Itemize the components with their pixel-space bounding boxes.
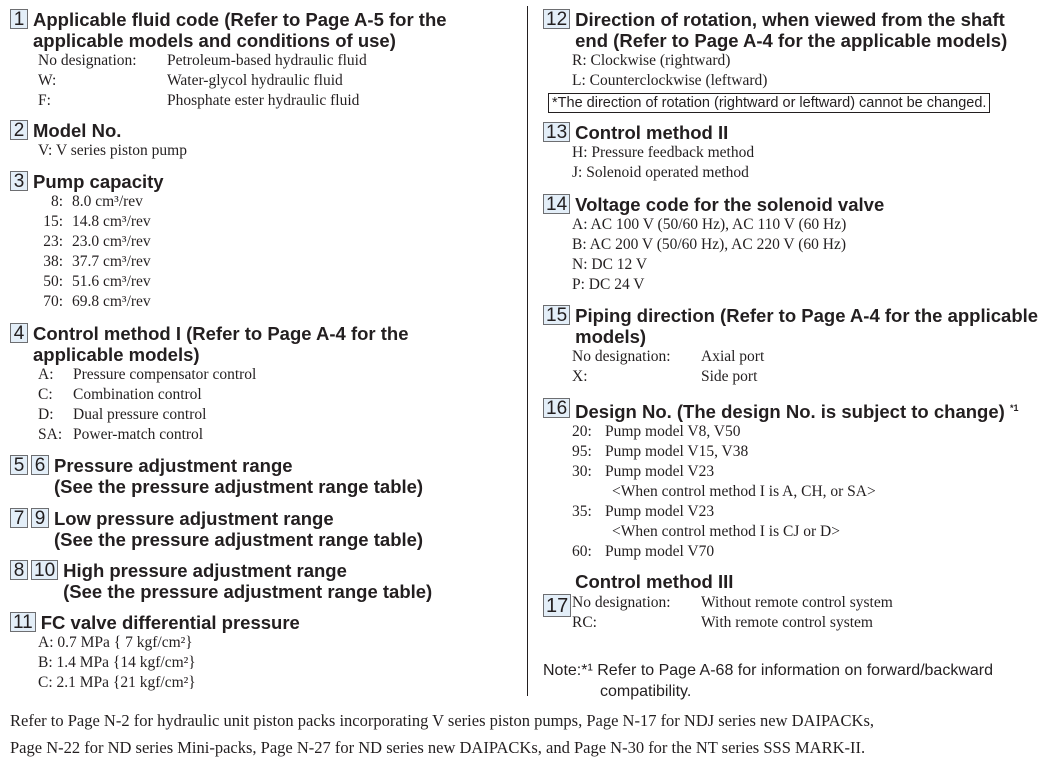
option-row: [38, 141, 187, 161]
section-11: [10, 612, 300, 693]
option-row: [572, 347, 1038, 367]
section-options: [10, 365, 409, 445]
section-heading: [543, 194, 884, 215]
option-description: <When control method I is CJ or D>: [612, 523, 840, 541]
code-number-box: 14: [543, 194, 570, 214]
option-row: [572, 613, 893, 633]
option-code: 50:: [43, 273, 63, 290]
section-heading: [543, 398, 1018, 422]
code-number-box: 11: [10, 612, 36, 632]
option-row: [38, 91, 447, 111]
section-heading: [10, 455, 423, 497]
column-divider: [527, 6, 528, 696]
footer-line: Refer to Page N-2 for hydraulic unit piston packs incorporating V series piston pumps, Page N-17 for NDJ series new DAIPACKs,: [10, 711, 874, 730]
code-number-boxes: [10, 120, 28, 140]
code-number-boxes: [543, 305, 570, 325]
section-15: [543, 305, 1038, 387]
code-number-boxes: [10, 455, 49, 475]
section-options: [10, 141, 187, 161]
option-row: [572, 482, 1018, 502]
title-line: Piping direction (Refer to Page A-4 for the applicable: [575, 305, 1039, 326]
code-number-box: 5: [10, 455, 28, 475]
code-number-boxes: [10, 323, 28, 343]
option-code: 20:: [572, 423, 592, 441]
option-description: 8.0 cm³/rev: [72, 193, 143, 210]
title-line: Applicable fluid code (Refer to Page A-5 for the: [33, 9, 447, 30]
option-row: [572, 255, 884, 275]
title-line: applicable models and conditions of use): [33, 30, 396, 51]
option-code: 23:: [43, 233, 63, 250]
option-row: [572, 542, 1018, 562]
title-line: models): [575, 326, 647, 347]
option-code: 15:: [43, 213, 63, 230]
option-row: [38, 405, 409, 425]
section-options: [10, 633, 300, 693]
section-heading: [10, 9, 447, 51]
option-code: 95:: [572, 443, 592, 461]
title-line: (See the pressure adjustment range table): [54, 529, 424, 550]
title-line: Direction of rotation, when viewed from the shaft: [575, 9, 1005, 30]
code-number-box: 9: [31, 508, 49, 528]
code-number-boxes: [543, 398, 570, 418]
option-row: [38, 673, 300, 693]
option-row: [38, 425, 409, 445]
title-line: Pump capacity: [33, 171, 164, 192]
section-options: [10, 51, 447, 111]
option-code: 38:: [43, 253, 63, 270]
section-title: [575, 571, 733, 592]
section-heading: [543, 305, 1038, 347]
option-code: 30:: [572, 463, 592, 481]
option-description: 51.6 cm³/rev: [72, 273, 151, 290]
option-row: [572, 593, 893, 613]
code-number-boxes: [10, 560, 58, 580]
code-number-box: 1: [10, 9, 28, 29]
title-line: (See the pressure adjustment range table): [54, 476, 424, 497]
title-line: applicable models): [33, 344, 200, 365]
option-row: [38, 51, 447, 71]
option-row: [572, 215, 884, 235]
section-options: [543, 593, 893, 633]
footnote-marker: *1: [1009, 403, 1019, 413]
code-number-boxes: [10, 508, 49, 528]
code-number-boxes: [10, 171, 28, 191]
title-line: High pressure adjustment range: [63, 560, 347, 581]
note-continuation: compatibility.: [600, 683, 692, 700]
option-row: [38, 653, 300, 673]
code-number-box: 6: [31, 455, 49, 475]
option-description: Water-glycol hydraulic fluid: [167, 72, 343, 89]
section-17: [543, 571, 893, 633]
section-title: [575, 398, 1018, 422]
title-line-wrap: [575, 398, 1018, 422]
option-code: 60:: [572, 543, 592, 561]
section-heading: [543, 122, 754, 143]
option-description: 23.0 cm³/rev: [72, 233, 151, 250]
option-code: W:: [38, 72, 57, 89]
section-4: [10, 323, 409, 445]
option-description: N: DC 12 V: [572, 256, 648, 273]
section-810: [10, 560, 432, 602]
option-row: [38, 272, 164, 292]
section-1: [10, 9, 447, 111]
code-number-box: 7: [10, 508, 28, 528]
option-code: D:: [38, 406, 54, 423]
section-16: [543, 398, 1018, 562]
option-description: 37.7 cm³/rev: [72, 253, 151, 270]
option-description: V: V series piston pump: [38, 142, 187, 159]
option-code: C:: [38, 386, 53, 403]
option-code: No designation:: [572, 594, 671, 611]
section-options: [543, 143, 754, 183]
section-79: [10, 508, 423, 550]
section-heading: [10, 120, 187, 141]
footnote: [543, 660, 993, 702]
option-description: R: Clockwise (rightward): [572, 52, 731, 69]
option-description: Pump model V23: [605, 503, 715, 521]
option-code: 70:: [43, 293, 63, 310]
option-row: [572, 143, 754, 163]
title-line: Control method III: [575, 571, 734, 592]
code-number-box: 15: [543, 305, 570, 325]
section-title: [54, 455, 423, 497]
option-row: [38, 385, 409, 405]
option-row: [38, 633, 300, 653]
option-description: H: Pressure feedback method: [572, 144, 755, 161]
option-description: B: 1.4 MPa {14 kgf/cm²}: [38, 654, 196, 671]
section-options: [543, 347, 1038, 387]
option-description: Side port: [701, 368, 758, 385]
section-options: [543, 215, 884, 295]
option-description: A: 0.7 MPa { 7 kgf/cm²}: [38, 634, 193, 651]
footer-line: Page N-22 for ND series Mini-packs, Page N-27 for ND series new DAIPACKs, and Page N-30 for the NT series SSS MARK-II.: [10, 738, 866, 757]
option-row: [572, 163, 754, 183]
option-code: No designation:: [38, 52, 137, 69]
section-heading: [10, 508, 423, 550]
title-line: (See the pressure adjustment range table): [63, 581, 433, 602]
option-description: Pump model V23: [605, 463, 715, 481]
option-description: P: DC 24 V: [572, 276, 645, 293]
option-description: Petroleum-based hydraulic fluid: [167, 52, 367, 69]
option-description: 14.8 cm³/rev: [72, 213, 151, 230]
section-title: [33, 171, 164, 192]
section-14: [543, 194, 884, 295]
section-options: [10, 192, 164, 312]
code-number-box: 8: [10, 560, 28, 580]
option-row: [572, 462, 1018, 482]
code-number-box: 4: [10, 323, 28, 343]
option-code: RC:: [572, 614, 597, 631]
code-number-box: 2: [10, 120, 28, 140]
section-title: [54, 508, 423, 550]
section-options: [543, 422, 1018, 562]
option-description: <When control method I is A, CH, or SA>: [612, 483, 876, 501]
section-title: [575, 122, 728, 143]
option-code: 8:: [50, 193, 63, 210]
title-line: FC valve differential pressure: [40, 612, 300, 633]
option-code: No designation:: [572, 348, 671, 365]
section-title: [33, 323, 409, 365]
section-title: [575, 194, 884, 215]
title-line: Control method II: [575, 122, 729, 143]
section-title: [33, 9, 447, 51]
code-number-box: 10: [31, 560, 58, 580]
option-description: B: AC 200 V (50/60 Hz), AC 220 V (60 Hz): [572, 236, 846, 253]
title-line: Control method I (Refer to Page A-4 for the: [33, 323, 409, 344]
section-heading: [10, 612, 300, 633]
section-heading: [543, 9, 1007, 51]
option-description: Pump model V8, V50: [605, 423, 741, 441]
option-code: SA:: [38, 426, 63, 443]
option-description: Pump model V15, V38: [605, 443, 749, 461]
option-description: 69.8 cm³/rev: [72, 293, 151, 310]
option-row: [572, 367, 1038, 387]
option-description: With remote control system: [701, 614, 873, 631]
option-description: Phosphate ester hydraulic fluid: [167, 92, 360, 109]
option-description: Axial port: [701, 348, 765, 365]
option-row: [38, 212, 164, 232]
section-13: [543, 122, 754, 183]
option-row: [572, 235, 884, 255]
title-line: Low pressure adjustment range: [54, 508, 334, 529]
option-description: A: AC 100 V (50/60 Hz), AC 110 V (60 Hz): [572, 216, 847, 233]
option-code: X:: [572, 368, 588, 385]
option-description: J: Solenoid operated method: [572, 164, 749, 181]
option-row: [38, 71, 447, 91]
option-description: Combination control: [73, 386, 202, 403]
section-heading: [10, 560, 432, 602]
code-number-box: 16: [543, 398, 570, 418]
title-line: Design No. (The design No. is subject to change): [575, 401, 1005, 423]
section-56: [10, 455, 423, 497]
code-number-boxes: [543, 194, 570, 214]
option-description: Pump model V70: [605, 543, 715, 561]
option-description: L: Counterclockwise (leftward): [572, 72, 768, 89]
option-row: [572, 275, 884, 295]
code-number-box: 13: [543, 122, 570, 142]
option-code: F:: [38, 92, 51, 109]
title-line: Voltage code for the solenoid valve: [575, 194, 885, 215]
option-row: [572, 502, 1018, 522]
section-title: [63, 560, 432, 602]
option-row: [38, 292, 164, 312]
option-row: [38, 192, 164, 212]
code-number-box: 17: [543, 594, 571, 617]
code-number-boxes: [543, 9, 570, 29]
code-number-box: 3: [10, 171, 28, 191]
option-row: [572, 442, 1018, 462]
section-3: [10, 171, 164, 312]
section-title: [575, 305, 1038, 347]
option-row: [572, 71, 1007, 91]
option-row: [572, 51, 1007, 71]
title-line: Model No.: [33, 120, 122, 141]
note-text: Refer to Page A-68 for information on forward/backward: [597, 662, 994, 679]
option-description: C: 2.1 MPa {21 kgf/cm²}: [38, 674, 196, 691]
section-12: [543, 9, 1007, 113]
boxed-caution-note: *The direction of rotation (rightward or leftward) cannot be changed.: [548, 93, 990, 113]
option-code: A:: [38, 366, 54, 383]
section-options: [543, 51, 1007, 91]
note-label: Note:*¹: [543, 662, 593, 679]
code-number-box: 12: [543, 9, 570, 29]
title-line: Pressure adjustment range: [54, 455, 293, 476]
section-title: [33, 120, 121, 141]
option-description: Without remote control system: [701, 594, 893, 611]
option-row: [38, 365, 409, 385]
code-number-boxes: [543, 122, 570, 142]
option-row: [38, 232, 164, 252]
footer-reference: [10, 707, 874, 761]
section-heading: [543, 571, 893, 592]
option-code: 35:: [572, 503, 592, 521]
option-row: [572, 422, 1018, 442]
option-row: [38, 252, 164, 272]
option-description: Pressure compensator control: [73, 366, 257, 383]
section-heading: [10, 323, 409, 365]
option-row: [572, 522, 1018, 542]
section-2: [10, 120, 187, 161]
section-heading: [10, 171, 164, 192]
option-description: Power-match control: [73, 426, 204, 443]
option-description: Dual pressure control: [73, 406, 207, 423]
title-line: end (Refer to Page A-4 for the applicable models): [575, 30, 1008, 51]
section-title: [41, 612, 300, 633]
code-number-boxes: [10, 612, 36, 632]
code-number-boxes: [10, 9, 28, 29]
section-title: [575, 9, 1007, 51]
